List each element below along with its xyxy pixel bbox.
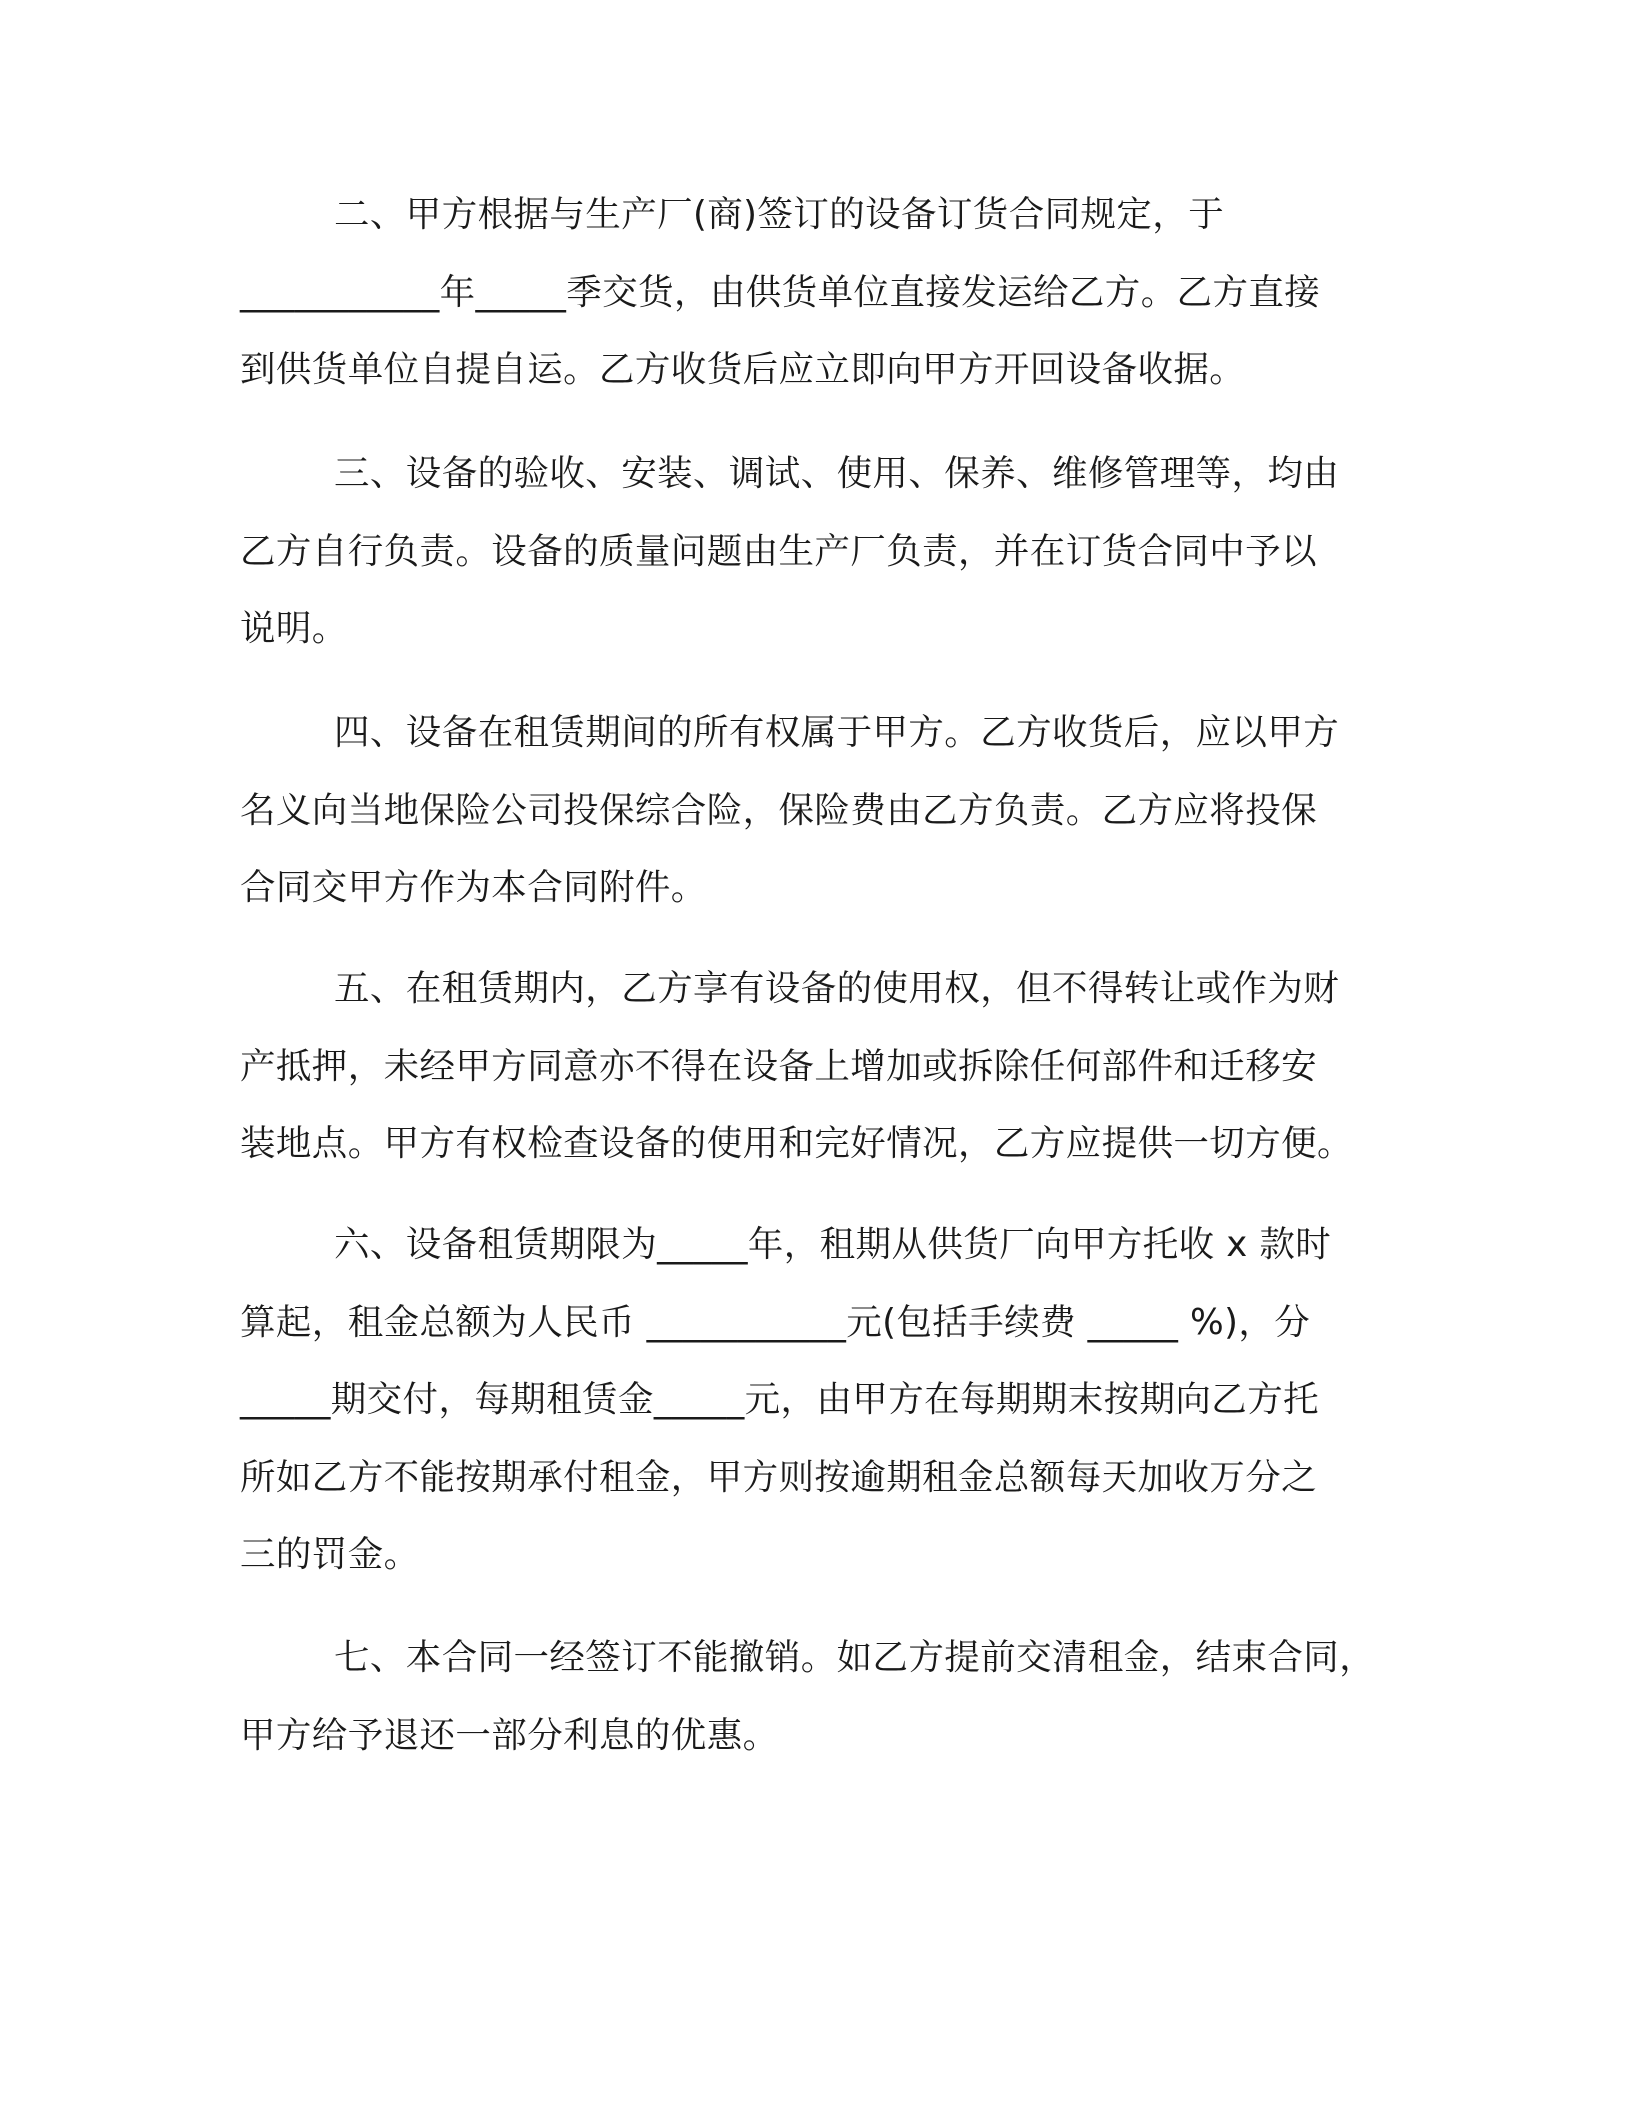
clause-2 [240,176,1400,409]
text-line: 五、在租赁期内，乙方享有设备的使用权，但不得转让或作为财 [334,968,1340,1009]
text-line: 三、设备的验收、安装、调试、使用、保养、维修管理等，均由 [334,453,1340,494]
text-line: 七、本合同一经签订不能撤销。如乙方提前交清租金，结束合同， [334,1637,1376,1678]
text-line: 三的罚金。 [240,1534,420,1575]
text-line: 到供货单位自提自运。乙方收货后应立即向甲方开回设备收据。 [240,349,1246,390]
text-line: 说明。 [240,608,348,649]
clause-6 [240,1206,1400,1594]
clause-5 [240,950,1400,1183]
text-line: 四、设备在租赁期间的所有权属于甲方。乙方收货后，应以甲方 [334,712,1340,753]
text-line: ___________年_____季交货，由供货单位直接发运给乙方。乙方直接 [240,271,1321,313]
text-line: 算起，租金总额为人民币 ___________元(包括手续费 _____ %)，分 [240,1301,1311,1343]
clause-3 [240,435,1400,668]
text-line: 名义向当地保险公司投保综合险，保险费由乙方负责。乙方应将投保 [240,789,1318,831]
text-line: 六、设备租赁期限为_____年，租期从供货厂向甲方托收 x 款时 [334,1224,1332,1265]
text-line: 装地点。甲方有权检查设备的使用和完好情况，乙方应提供一切方便。 [240,1123,1353,1164]
text-line: 甲方给予退还一部分利息的优惠。 [240,1714,779,1756]
text-line: 所如乙方不能按期承付租金，甲方则按逾期租金总额每天加收万分之 [240,1456,1318,1498]
text-line: 乙方自行负责。设备的质量问题由生产厂负责，并在订货合同中予以 [240,530,1318,572]
text-line: 产抵押，未经甲方同意亦不得在设备上增加或拆除任何部件和迁移安 [240,1045,1318,1087]
clause-7 [240,1619,1400,1774]
clause-4 [240,694,1400,927]
text-line: 二、甲方根据与生产厂(商)签订的设备订货合同规定，于 [334,194,1225,235]
text-line: _____期交付，每期租赁金_____元，由甲方在每期期末按期向乙方托 [240,1379,1320,1420]
text-line: 合同交甲方作为本合同附件。 [240,867,707,908]
